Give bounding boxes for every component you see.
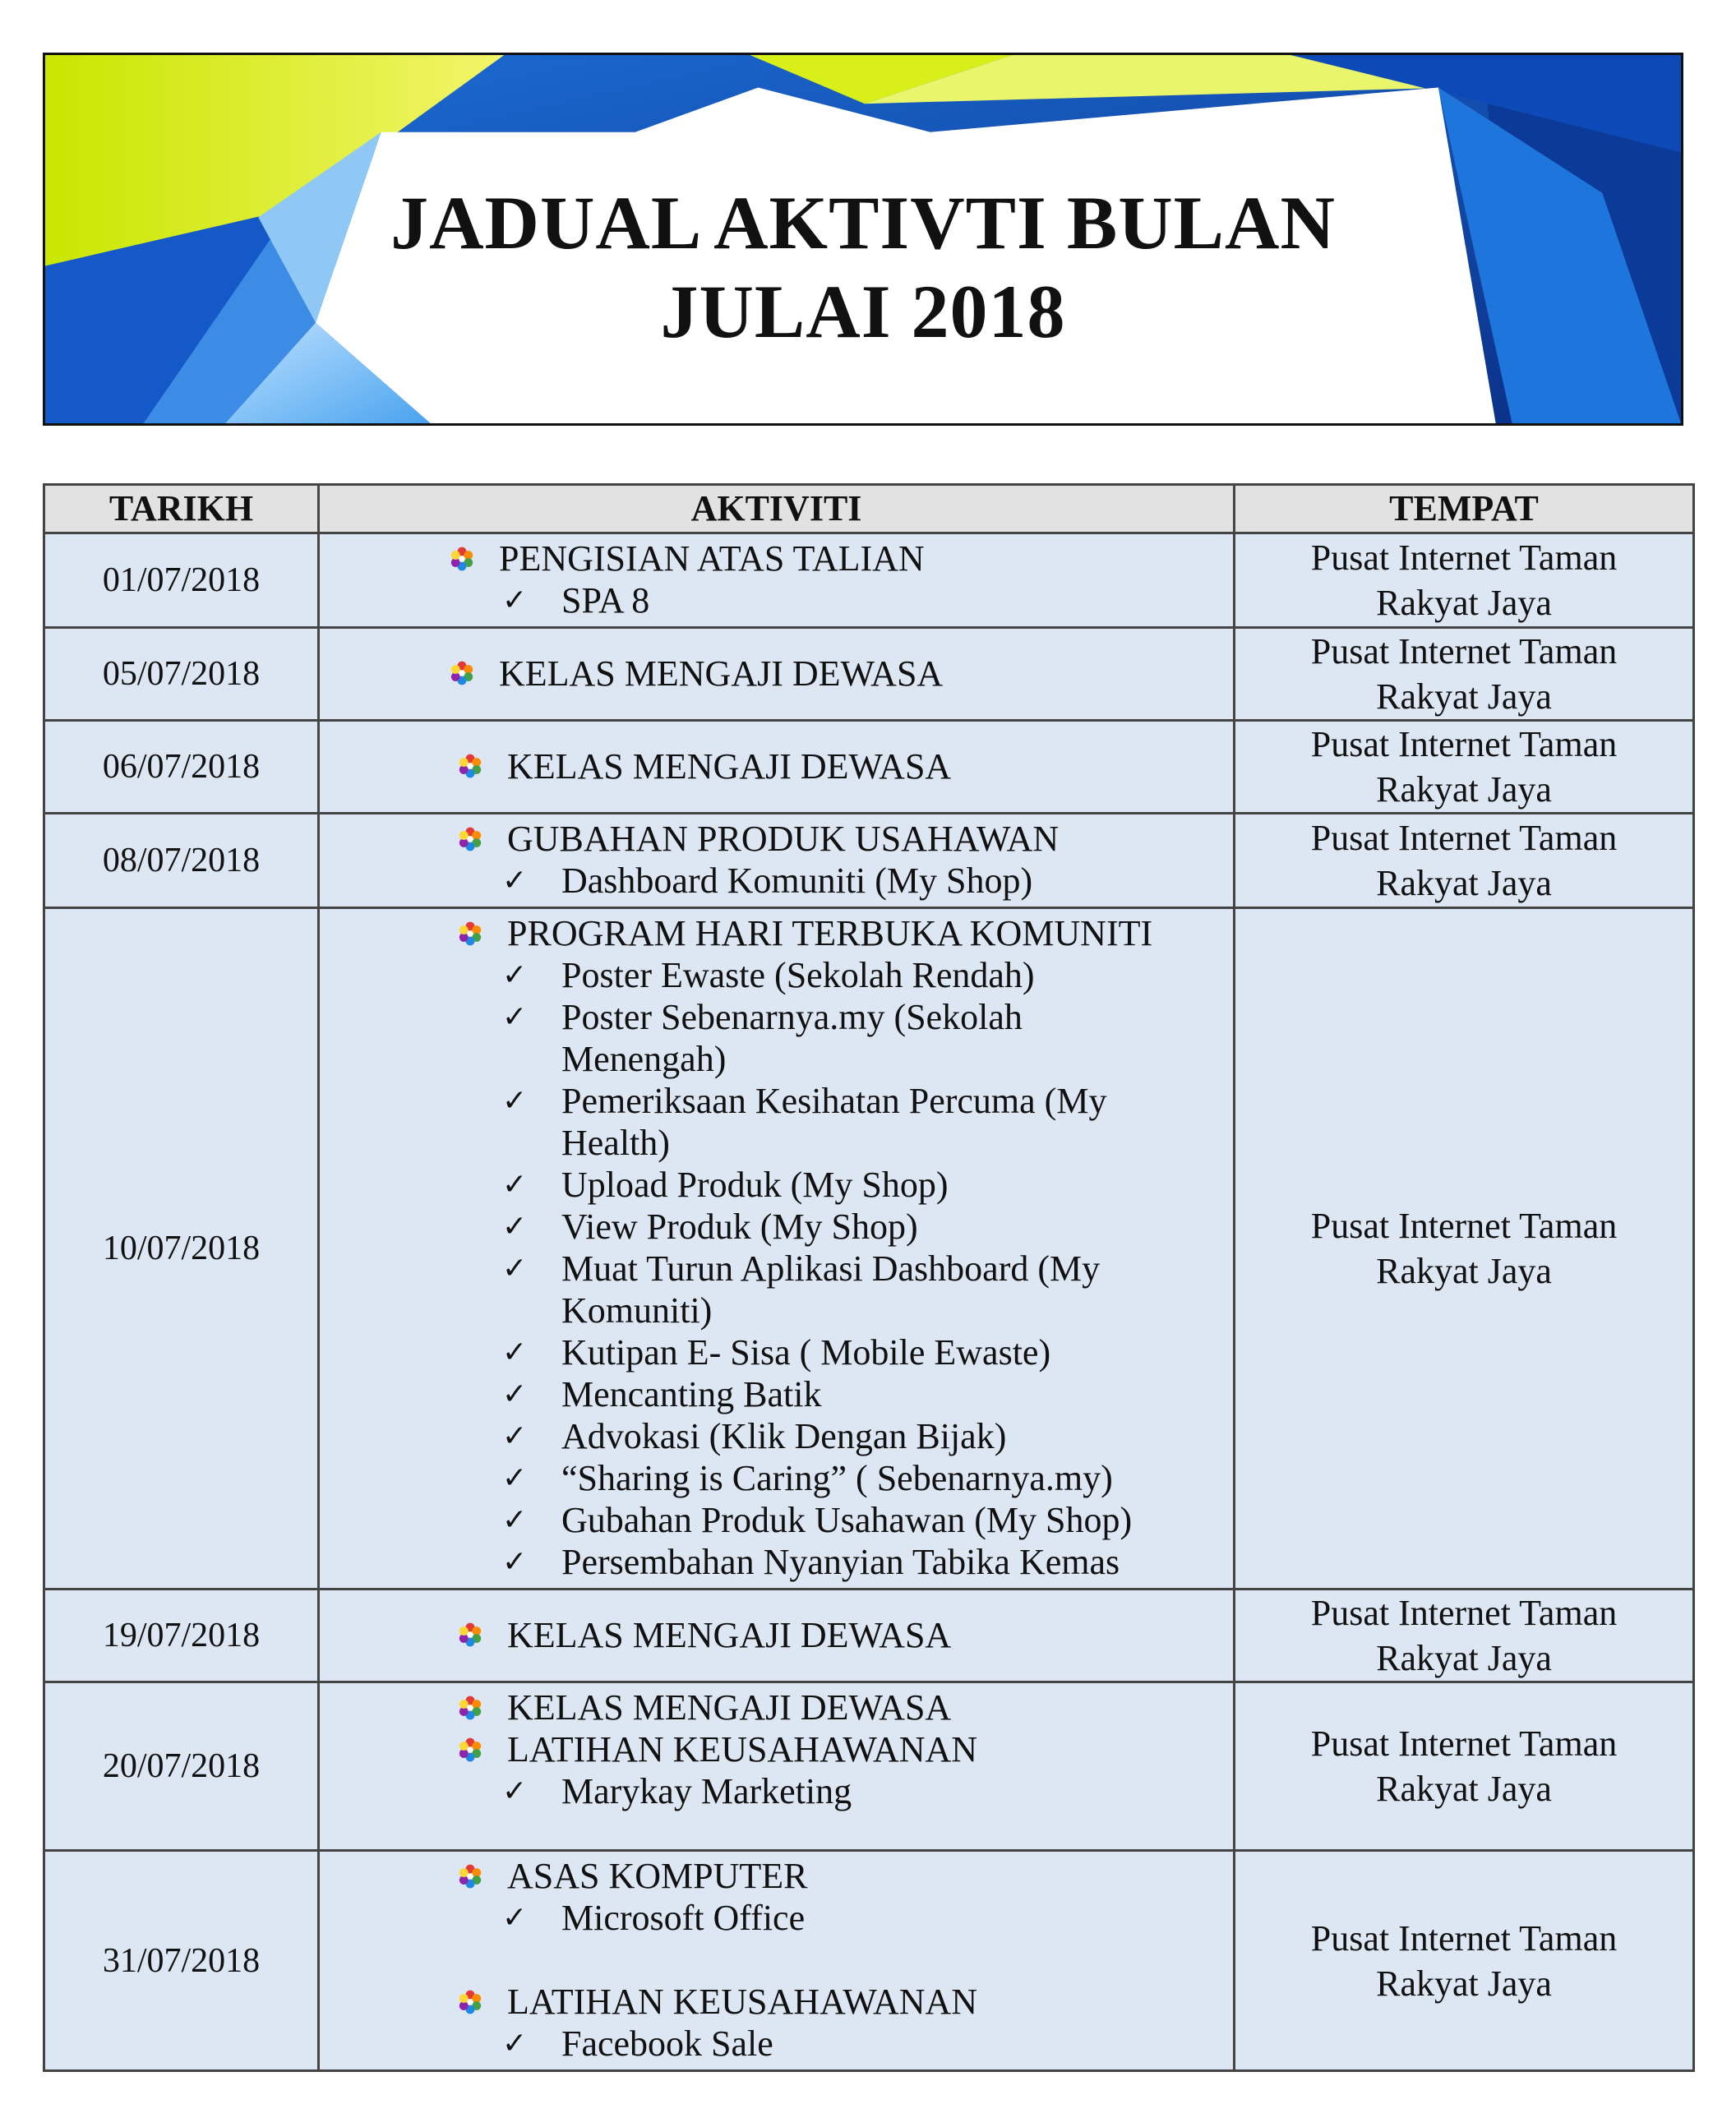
date-cell: 19/07/2018 [44,1590,319,1682]
activity-item [320,1981,1233,2023]
table-row [44,628,1694,721]
checkmark-icon: ✓ [502,2027,528,2060]
activity-cell [319,814,1235,908]
sub-activity [320,954,1233,996]
sub-activity [320,996,1233,1080]
table-row [44,908,1694,1590]
table-row [44,721,1694,814]
activity-title: ASAS KOMPUTER [507,1856,808,1896]
activity-title: PROGRAM HARI TERBUKA KOMUNITI [507,913,1153,953]
flower-bullet-icon [455,1735,485,1765]
place-line-2: Rakyat Jaya [1376,1963,1552,2004]
spacer [320,1939,1233,1981]
sub-activity-label: Poster Ewaste (Sekolah Rendah) [561,955,1035,995]
checkmark-icon: ✓ [502,1503,528,1537]
table-row [44,1682,1694,1851]
date-cell: 05/07/2018 [44,628,319,721]
activity-title: KELAS MENGAJI DEWASA [507,745,952,787]
checkmark-icon: ✓ [502,958,528,992]
activity-cell [319,721,1235,814]
place-line-2: Rakyat Jaya [1376,1251,1552,1291]
flower-bullet-icon [455,919,485,948]
table-row [44,533,1694,628]
sub-activity [320,579,1233,621]
sub-activity [320,1897,1233,1939]
place-cell [1235,908,1694,1590]
activity-item [320,1614,1233,1656]
place-line-1: Pusat Internet Taman [1310,1723,1618,1764]
place-line-2: Rakyat Jaya [1376,1638,1552,1678]
sub-activity [320,1206,1233,1248]
flower-bullet-icon [455,751,485,781]
activity-title: LATIHAN KEUSAHAWANAN [507,1729,978,1769]
flower-bullet-icon [455,1987,485,2017]
activity-cell [319,1851,1235,2071]
place-line-1: Pusat Internet Taman [1310,538,1618,578]
place-cell [1235,1590,1694,1682]
place-line-2: Rakyat Jaya [1376,583,1552,623]
header-tempat: TEMPAT [1235,485,1694,533]
sub-activity-label: View Produk (My Shop) [561,1207,918,1247]
checkmark-icon: ✓ [502,1461,528,1495]
sub-activity [320,2023,1233,2065]
date-cell: 08/07/2018 [44,814,319,908]
table-row [44,814,1694,908]
sub-activity-label: Microsoft Office [561,1898,806,1938]
date-cell: 10/07/2018 [44,908,319,1590]
sub-activity-label: Advokasi (Klik Dengan Bijak) [561,1416,1007,1456]
checkmark-icon: ✓ [502,1336,528,1369]
place-line-1: Pusat Internet Taman [1310,724,1618,764]
place-cell [1235,628,1694,721]
date-cell: 31/07/2018 [44,1851,319,2071]
place-line-2: Rakyat Jaya [1376,863,1552,903]
date-cell: 01/07/2018 [44,533,319,628]
checkmark-icon: ✓ [502,1377,528,1411]
sub-activity-label: Marykay Marketing [561,1771,852,1811]
date-cell: 20/07/2018 [44,1682,319,1851]
place-line-1: Pusat Internet Taman [1310,1593,1618,1633]
checkmark-icon: ✓ [502,584,528,617]
flower-bullet-icon [455,824,485,854]
activity-item [320,818,1233,860]
place-cell [1235,814,1694,908]
sub-activity-label: Dashboard Komuniti (My Shop) [561,861,1033,901]
activity-item [320,1855,1233,1897]
table-row [44,1590,1694,1682]
schedule-table [43,483,1695,2072]
checkmark-icon: ✓ [502,1168,528,1202]
checkmark-icon: ✓ [502,1774,528,1808]
sub-activity-label: Facebook Sale [561,2023,773,2064]
date-cell: 06/07/2018 [44,721,319,814]
activity-title: GUBAHAN PRODUK USAHAWAN [507,819,1060,859]
sub-activity [320,1457,1233,1499]
activity-item [320,912,1233,954]
flower-bullet-icon [455,1693,485,1723]
flower-bullet-icon [447,544,477,574]
activity-cell [319,1590,1235,1682]
table-row [44,1851,1694,2071]
checkmark-icon: ✓ [502,1000,528,1034]
header-aktiviti: AKTIVITI [319,485,1235,533]
checkmark-icon: ✓ [502,1901,528,1935]
place-line-1: Pusat Internet Taman [1310,1206,1618,1246]
table-header-row [44,485,1694,533]
sub-activity [320,1331,1233,1373]
activity-title: KELAS MENGAJI DEWASA [507,1687,952,1728]
header-banner [43,53,1683,426]
activity-item [320,1686,1233,1728]
place-line-2: Rakyat Jaya [1376,769,1552,810]
checkmark-icon: ✓ [502,864,528,897]
sub-activity-label: SPA 8 [561,580,650,621]
sub-activity [320,1541,1233,1583]
activity-title: KELAS MENGAJI DEWASA [499,653,944,694]
place-line-2: Rakyat Jaya [1376,1769,1552,1809]
page-title [45,178,1681,356]
sub-activity-label: Mencanting Batik [561,1374,822,1414]
sub-activity [320,1415,1233,1457]
sub-activity-label: Gubahan Produk Usahawan (My Shop) [561,1500,1133,1540]
activity-cell [319,908,1235,1590]
sub-activity [320,1164,1233,1206]
title-line-2: JULAI 2018 [660,270,1066,353]
checkmark-icon: ✓ [502,1252,528,1285]
checkmark-icon: ✓ [502,1084,528,1118]
activity-cell [319,628,1235,721]
checkmark-icon: ✓ [502,1419,528,1453]
checkmark-icon: ✓ [502,1545,528,1579]
sub-activity [320,1499,1233,1541]
activity-item [320,1728,1233,1770]
place-cell [1235,1851,1694,2071]
sub-activity [320,1770,1233,1812]
checkmark-icon: ✓ [502,1210,528,1243]
flower-bullet-icon [455,1620,485,1650]
place-line-1: Pusat Internet Taman [1310,818,1618,858]
sub-activity [320,1080,1233,1164]
sub-activity-label: Poster Sebenarnya.my (Sekolah Menengah) [561,997,1023,1079]
activity-item [320,653,1233,694]
activity-cell [319,1682,1235,1851]
activity-title: PENGISIAN ATAS TALIAN [499,538,925,579]
place-line-1: Pusat Internet Taman [1310,1917,1618,1959]
sub-activity-label: Kutipan E- Sisa ( Mobile Ewaste) [561,1332,1051,1373]
activity-title: LATIHAN KEUSAHAWANAN [507,1982,978,2022]
place-line-2: Rakyat Jaya [1376,676,1552,717]
activity-cell [319,533,1235,628]
place-cell [1235,721,1694,814]
header-tarikh: TARIKH [44,485,319,533]
sub-activity [320,860,1233,902]
place-cell [1235,1682,1694,1851]
sub-activity-label: Muat Turun Aplikasi Dashboard (My Komuniti) [561,1248,1101,1331]
sub-activity [320,1373,1233,1415]
activity-item [320,538,1233,579]
activity-title: KELAS MENGAJI DEWASA [507,1614,952,1655]
place-cell [1235,533,1694,628]
title-line-1: JADUAL AKTIVTI BULAN [390,181,1336,265]
place-line-1: Pusat Internet Taman [1310,631,1618,671]
sub-activity-label: Pemeriksaan Kesihatan Percuma (My Health) [561,1081,1107,1163]
sub-activity-label: “Sharing is Caring” ( Sebenarnya.my) [561,1458,1113,1498]
flower-bullet-icon [447,658,477,688]
activity-item [320,745,1233,787]
sub-activity-label: Persembahan Nyanyian Tabika Kemas [561,1542,1120,1582]
flower-bullet-icon [455,1862,485,1891]
sub-activity-label: Upload Produk (My Shop) [561,1165,949,1205]
sub-activity [320,1248,1233,1331]
